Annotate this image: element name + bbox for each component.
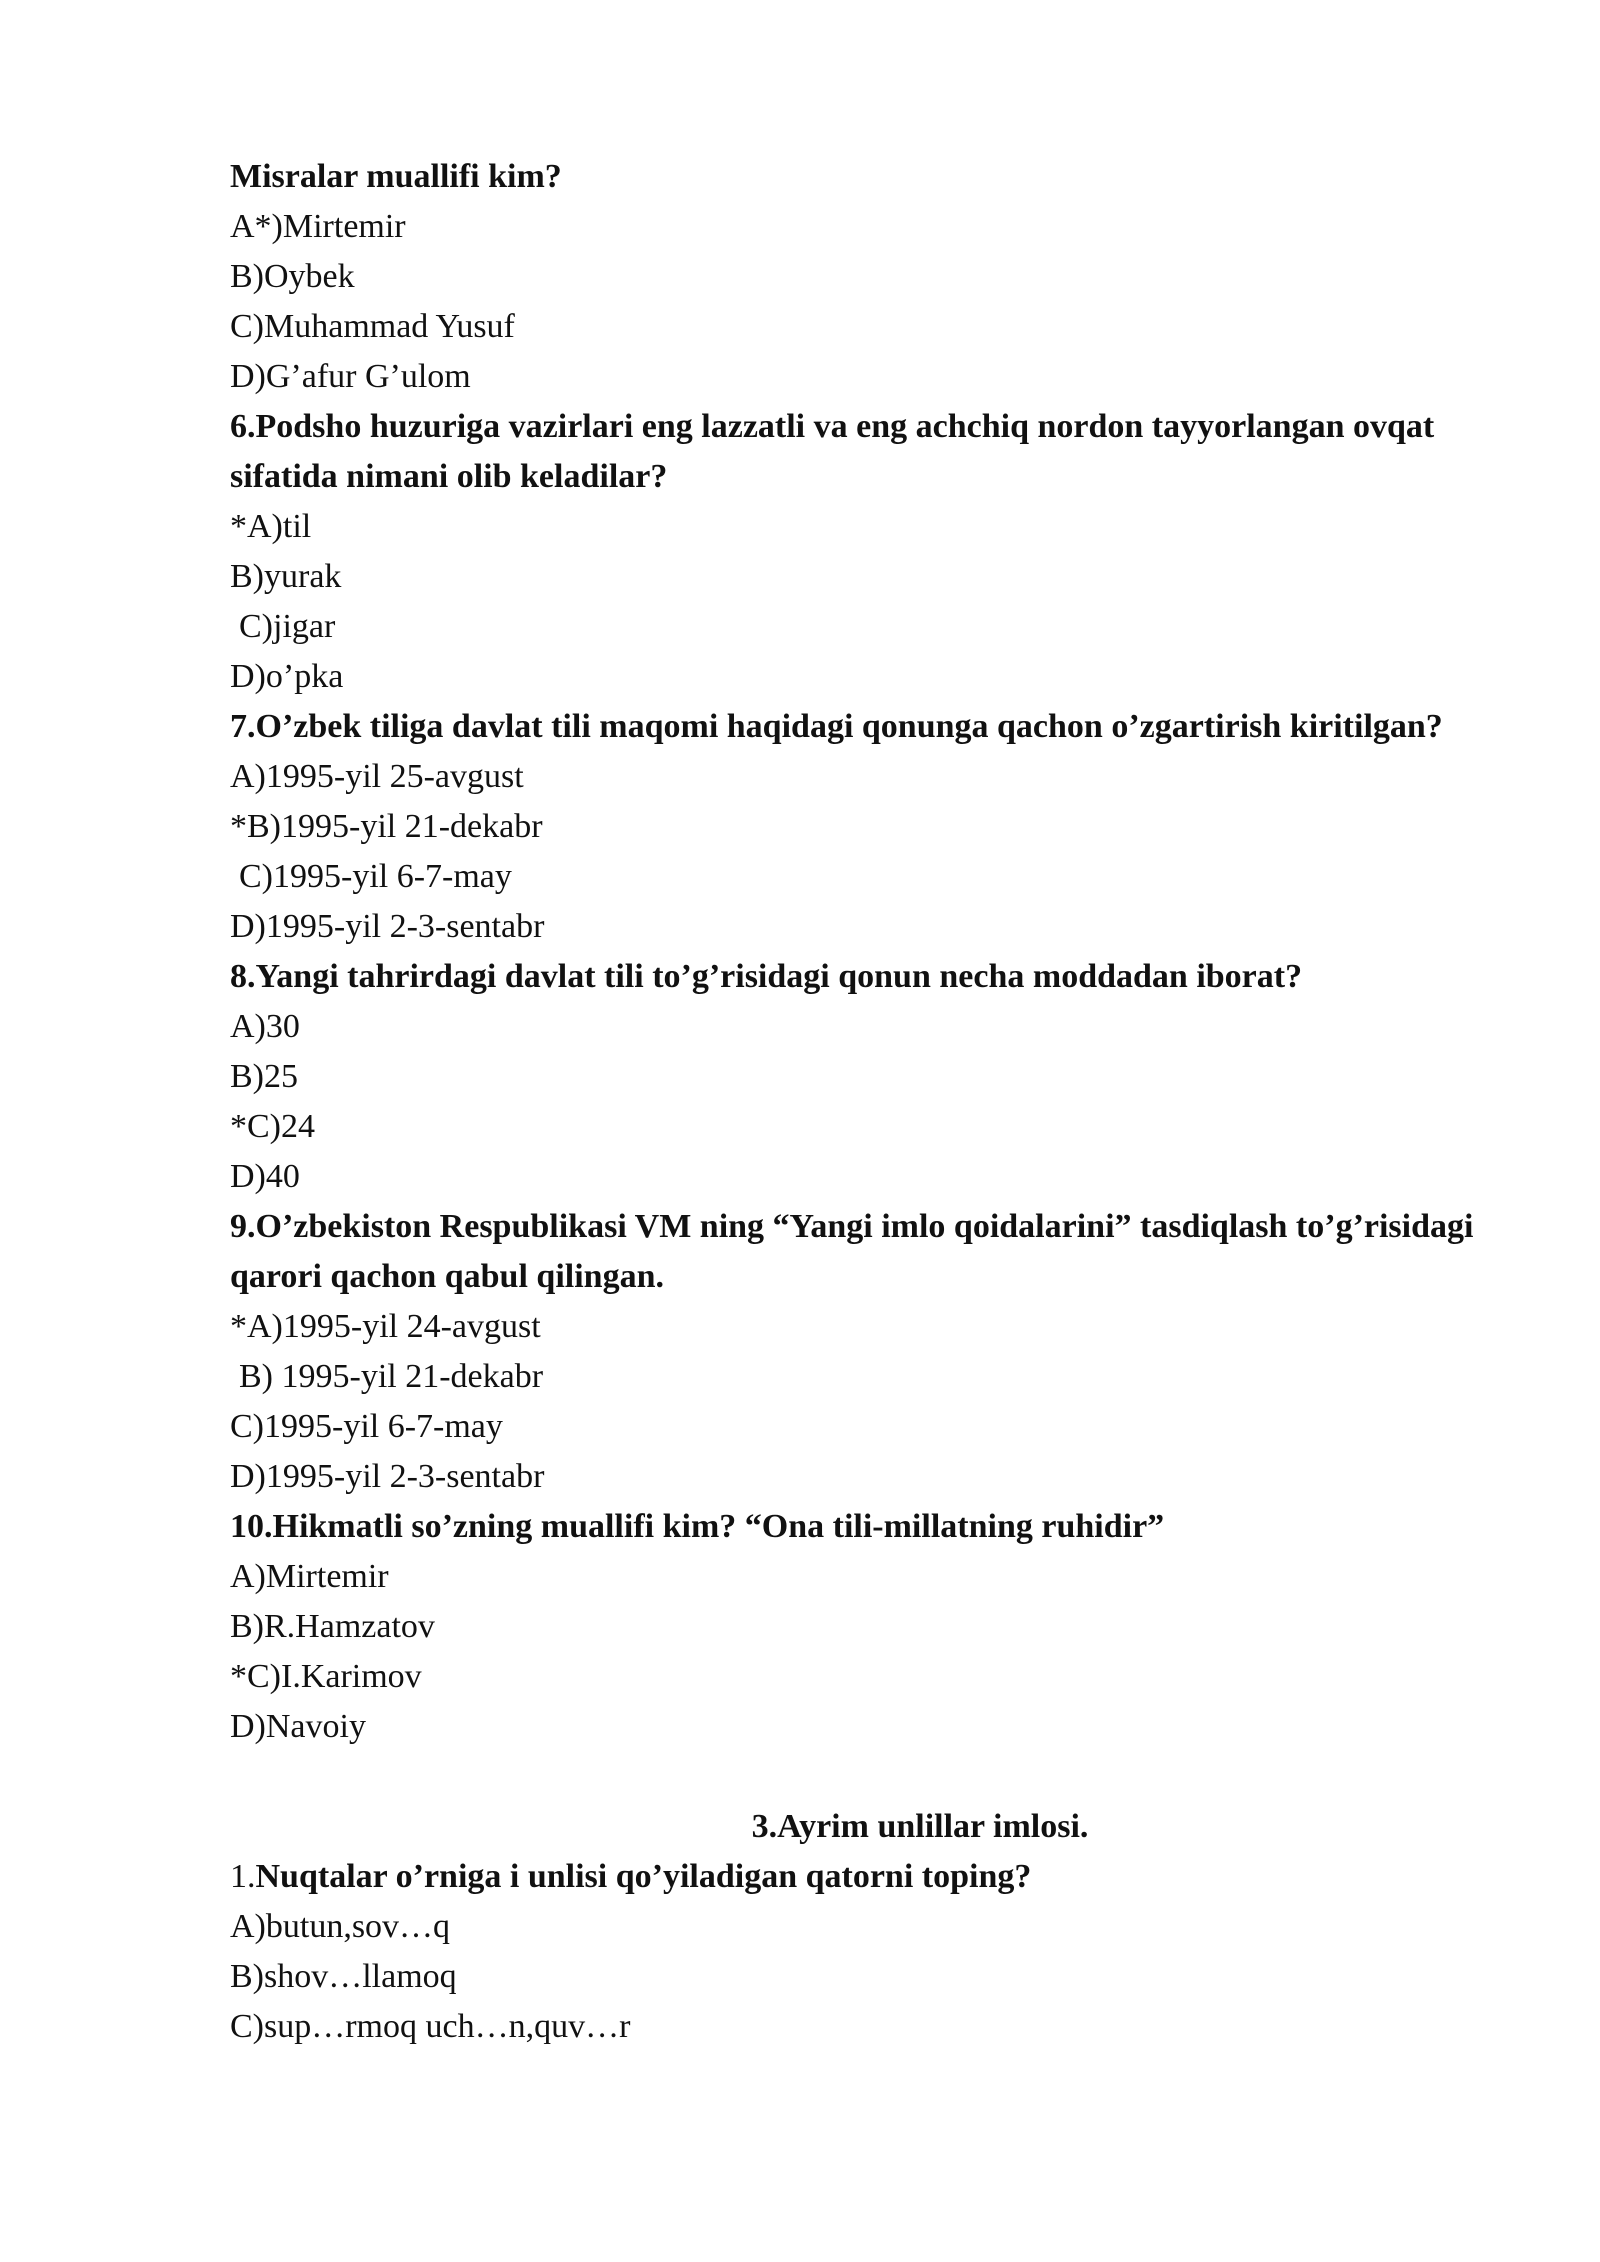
answer-option: C)sup…rmoq uch…n,quv…r [230, 2008, 631, 2045]
question-block-5 [230, 152, 1480, 402]
section3-question-block-1 [230, 1852, 1480, 2052]
question-text: 10.Hikmatli so’zning muallifi kim? “Ona tili-millatning ruhidir” [230, 1508, 1165, 1545]
question-block-9 [230, 1202, 1480, 1502]
question-number: 1. [230, 1858, 256, 1895]
answer-option: D)40 [230, 1158, 300, 1195]
answer-option: C)1995-yil 6-7-may [230, 1408, 503, 1445]
question-text: 8.Yangi tahrirdagi davlat tili to’g’risidagi qonun necha moddadan iborat? [230, 958, 1303, 995]
answer-option: D)o’pka [230, 658, 344, 695]
answer-option: *C)24 [230, 1108, 315, 1145]
answer-option: D)1995-yil 2-3-sentabr [230, 1458, 545, 1495]
answer-option: B)yurak [230, 558, 342, 595]
question-text: Misralar muallifi kim? [230, 158, 562, 195]
answer-option: D)1995-yil 2-3-sentabr [230, 908, 545, 945]
answer-option: *C)I.Karimov [230, 1658, 422, 1695]
answer-option: C)1995-yil 6-7-may [239, 858, 512, 895]
answer-option: A)1995-yil 25-avgust [230, 758, 524, 795]
answer-option: D)G’afur G’ulom [230, 358, 471, 395]
answer-option: C)jigar [239, 608, 336, 645]
answer-option: *A)til [230, 508, 312, 545]
answer-option: B)Oybek [230, 258, 355, 295]
answer-option: B)R.Hamzatov [230, 1608, 435, 1645]
answer-option: D)Navoiy [230, 1708, 366, 1745]
question-body: Nuqtalar o’rniga i unlisi qo’yiladigan qatorni toping? [255, 1858, 1032, 1895]
question-text [230, 1852, 1480, 1902]
answer-option: C)Muhammad Yusuf [230, 308, 515, 345]
answer-option: B) 1995-yil 21-dekabr [239, 1358, 544, 1395]
answer-option: B)25 [230, 1058, 298, 1095]
answer-option: B)shov…llamoq [230, 1958, 457, 1995]
document-page [230, 152, 1480, 2052]
question-block-7 [230, 702, 1480, 952]
section-heading: 3.Ayrim unlillar imlosi. [751, 1808, 1089, 1845]
question-block-6 [230, 402, 1480, 702]
answer-option: A)butun,sov…q [230, 1908, 451, 1945]
answer-option: A)Mirtemir [230, 1558, 389, 1595]
answer-option: A*)Mirtemir [230, 208, 406, 245]
answer-option: A)30 [230, 1008, 300, 1045]
answer-option: *A)1995-yil 24-avgust [230, 1308, 541, 1345]
blank-line [230, 1752, 1480, 1802]
answer-option: *B)1995-yil 21-dekabr [230, 808, 543, 845]
question-block-10 [230, 1502, 1480, 1752]
question-text: 7.O’zbek tiliga davlat tili maqomi haqidagi qonunga qachon o’zgartirish kiritilgan? [230, 708, 1443, 745]
question-text: 9.O’zbekiston Respublikasi VM ning “Yangi imlo qoidalarini” tasdiqlash to’g’risidagi qarori qachon qabul qilingan. [230, 1208, 1474, 1295]
question-text: 6.Podsho huzuriga vazirlari eng lazzatli va eng achchiq nordon tayyorlangan ovqat sifatida nimani olib keladilar? [230, 408, 1435, 495]
question-block-8 [230, 952, 1480, 1202]
